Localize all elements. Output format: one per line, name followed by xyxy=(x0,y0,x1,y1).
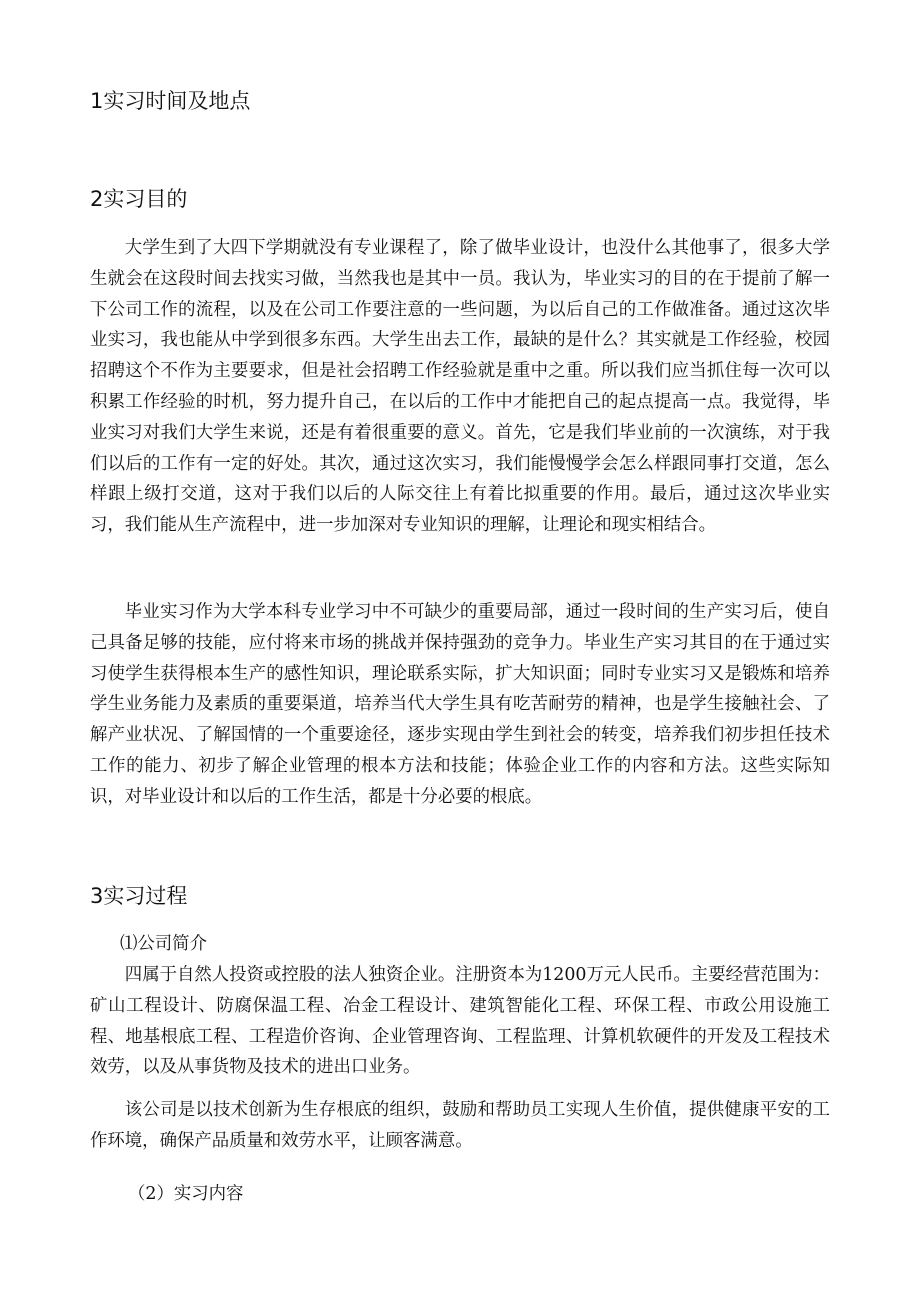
subsection-title-internship-content: （2）实习内容 xyxy=(128,1184,244,1204)
company-profile-paragraph-2: 该公司是以技术创新为生存根底的组织，鼓励和帮助员工实现人生价值，提供健康平安的工作环境，确保产品质量和效劳水平，让顾客满意。 xyxy=(90,1100,830,1151)
subsection-title-company-profile: ⑴公司简介 xyxy=(120,934,207,954)
section-heading-purpose: 2实习目的 xyxy=(90,187,188,211)
section-heading-process: 3实习过程 xyxy=(90,884,188,908)
purpose-paragraph-2: 毕业实习作为大学本科专业学习中不可缺少的重要局部，通过一段时间的生产实习后，使自己具备足够的技能，应付将来市场的挑战并保持强劲的竞争力。毕业生产实习其目的在于通过实习使学生获得根本生产的感性知识，理论联系实际，扩大知识面；同时专业实习又是锻炼和培养学生业务能力及素质的重要渠道，培养当代大学生具有吃苦耐劳的精神，也是学生接触社会、了解产业状况、了解国情的一个重要途径，逐步实现由学生到社会的转变，培养我们初步担任技术工作的能力、初步了解企业管理的根本方法和技能；体验企业工作的内容和方法。这些实际知识，对毕业设计和以后的工作生活，都是十分必要的根底。 xyxy=(90,602,830,807)
purpose-paragraph-1: 大学生到了大四下学期就没有专业课程了，除了做毕业设计，也没什么其他事了，很多大学生就会在这段时间去找实习做，当然我也是其中一员。我认为，毕业实习的目的在于提前了解一下公司工作的流程，以及在公司工作要注意的一些问题，为以后自己的工作做准备。通过这次毕业实习，我也能从中学到很多东西。大学生出去工作，最缺的是什么？其实就是工作经验，校园招聘这个不作为主要要求，但是社会招聘工作经验就是重中之重。所以我们应当抓住每一次可以积累工作经验的时机，努力提升自己，在以后的工作中才能把自己的起点提高一点。我觉得，毕业实习对我们大学生来说，还是有着很重要的意义。首先，它是我们毕业前的一次演练，对于我们以后的工作有一定的好处。其次，通过这次实习，我们能慢慢学会怎么样跟同事打交道，怎么样跟上级打交道，这对于我们以后的人际交往上有着比拟重要的作用。最后，通过这次毕业实习，我们能从生产流程中，进一步加深对专业知识的理解，让理论和现实相结合。 xyxy=(90,238,830,536)
section-heading-time-location: 1实习时间及地点 xyxy=(90,89,251,113)
company-profile-paragraph-1: 四属于自然人投资或控股的法人独资企业。注册资本为1200万元人民币。主要经营范围为：矿山工程设计、防腐保温工程、冶金工程设计、建筑智能化工程、环保工程、市政公用设施工程、地基根底工程、工程造价咨询、企业管理咨询、工程监理、计算机软硬件的开发及工程技术效劳，以及从事货物及技术的进出口业务。 xyxy=(90,965,830,1078)
